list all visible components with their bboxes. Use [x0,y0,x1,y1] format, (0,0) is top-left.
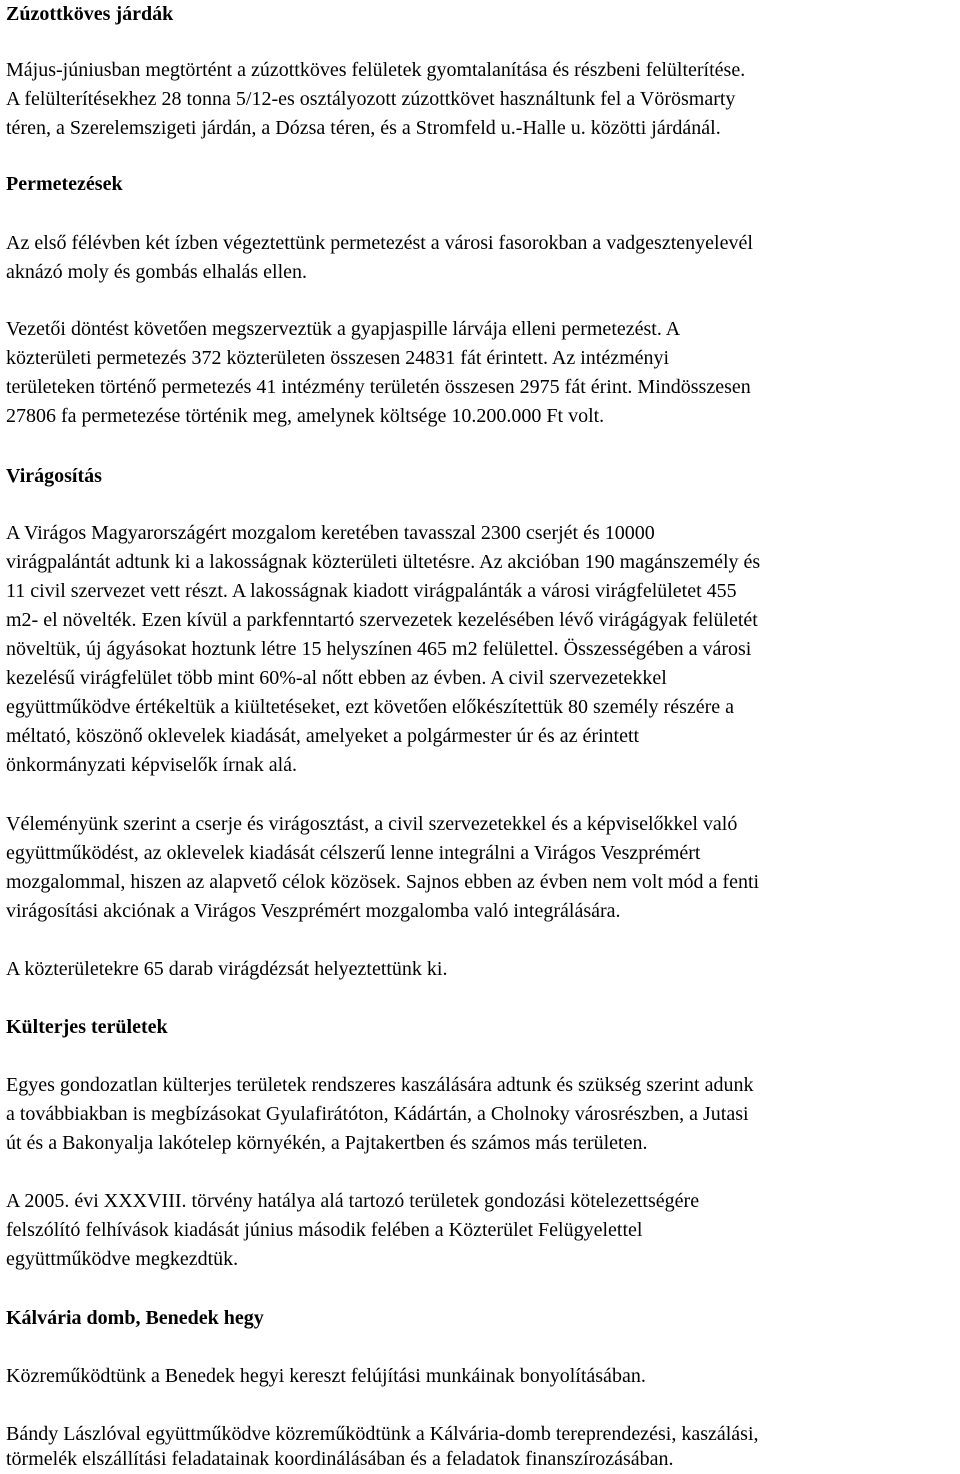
paragraph-line: együttműködést, az oklevelek kiadását célszerű lenne integrálni a Virágos Veszprémért [6,842,701,864]
paragraph-line: kezelésű virágfelület több mint 60%-al nőtt ebben az évben. A civil szervezetekkel [6,667,667,689]
paragraph-line: téren, a Szerelemszigeti járdán, a Dózsa téren, és a Stromfeld u.-Halle u. közötti járdánál. [6,117,721,139]
paragraph-line: közterületi permetezés 372 közterületen összesen 24831 fát érintett. Az intézményi [6,347,670,369]
paragraph-line: önkormányzati képviselők írnak alá. [6,754,298,776]
paragraph-line: A felülterítésekhez 28 tonna 5/12-es osztályozott zúzottkövet használtunk fel a Vörösmarty [6,88,736,110]
paragraph-line: Vezetői döntést követően megszerveztük a gyapjaspille lárvája elleni permetezést. A [6,318,681,340]
section-heading-kalvaria-domb: Kálvária domb, Benedek hegy [6,1307,264,1329]
paragraph-line: mozgalommal, hiszen az alapvető célok közösek. Sajnos ebben az évben nem volt mód a fenti [6,871,760,893]
section-heading-zuzottkoves-jardak: Zúzottköves járdák [6,3,174,25]
paragraph-line: m2- el növelték. Ezen kívül a parkfenntartó szervezetek kezelésében lévő virágágyak felületét [6,609,758,631]
paragraph-line: 11 civil szervezet vett részt. A lakosságnak kiadott virágpalánták a városi virágfelületet 455 [6,580,737,602]
paragraph-line: méltató, köszönő oklevelek kiadását, amelyeket a polgármester úr és az érintett [6,725,640,747]
paragraph-line: növeltük, új ágyásokat hoztunk létre 15 helyszínen 465 m2 felülettel. Összességében a városi [6,638,752,660]
paragraph-line: törmelék elszállítási feladatainak koordinálásában és a feladatok finanszírozásában. [6,1448,674,1470]
paragraph-line: Az első félévben két ízben végeztettünk permetezést a városi fasorokban a vadgesztenyelevél [6,232,753,254]
paragraph-line: Május-júniusban megtörtént a zúzottköves felületek gyomtalanítása és részbeni felülterítése. [6,59,746,81]
paragraph-line: Közreműködtünk a Benedek hegyi kereszt felújítási munkáinak bonyolításában. [6,1365,646,1387]
paragraph-line: felszólító felhívások kiadását június második felében a Közterület Felügyelettel [6,1219,643,1241]
paragraph-line: A Virágos Magyarországért mozgalom keretében tavasszal 2300 cserjét és 10000 [6,522,655,544]
section-heading-viragositas: Virágosítás [6,465,102,487]
paragraph-line: A 2005. évi XXXVIII. törvény hatálya alá tartozó területek gondozási kötelezettségére [6,1190,700,1212]
paragraph-line: együttműködve megkezdtük. [6,1248,239,1270]
paragraph-line: virágpalántát adtunk ki a lakosságnak közterületi ültetésre. Az akcióban 190 magánszemély és [6,551,761,573]
paragraph-line: aknázó moly és gombás elhalás ellen. [6,261,308,283]
paragraph-line: virágosítási akciónak a Virágos Veszprémért mozgalomba való integrálására. [6,900,621,922]
section-heading-kulterjes-teruletek: Külterjes területek [6,1016,168,1038]
paragraph-line: Véleményünk szerint a cserje és virágosztást, a civil szervezetekkel és a képviselőkkel való [6,813,738,835]
paragraph-line: A közterületekre 65 darab virágdézsát helyeztettünk ki. [6,958,448,980]
paragraph-line: Egyes gondozatlan külterjes területek rendszeres kaszálására adtunk és szükség szerint adunk [6,1074,754,1096]
paragraph-line: a továbbiakban is megbízásokat Gyulafirátóton, Kádártán, a Cholnoky városrészben, a Jutasi [6,1103,749,1125]
section-heading-permetezesek: Permetezések [6,173,123,195]
paragraph-line: út és a Bakonyalja lakótelep környékén, a Pajtakertben és számos más területen. [6,1132,648,1154]
paragraph-line: 27806 fa permetezése történik meg, amelynek költsége 10.200.000 Ft volt. [6,405,605,427]
paragraph-line: területeken történő permetezés 41 intézmény területén összesen 2975 fát érint. Mindösszesen [6,376,751,398]
paragraph-line: Bándy Lászlóval együttműködve közreműködtünk a Kálvária-domb tereprendezési, kaszálási, [6,1423,759,1445]
paragraph-line: együttműködve értékeltük a kiültetéseket, ezt követően előkészítettük 80 személy részére a [6,696,735,718]
